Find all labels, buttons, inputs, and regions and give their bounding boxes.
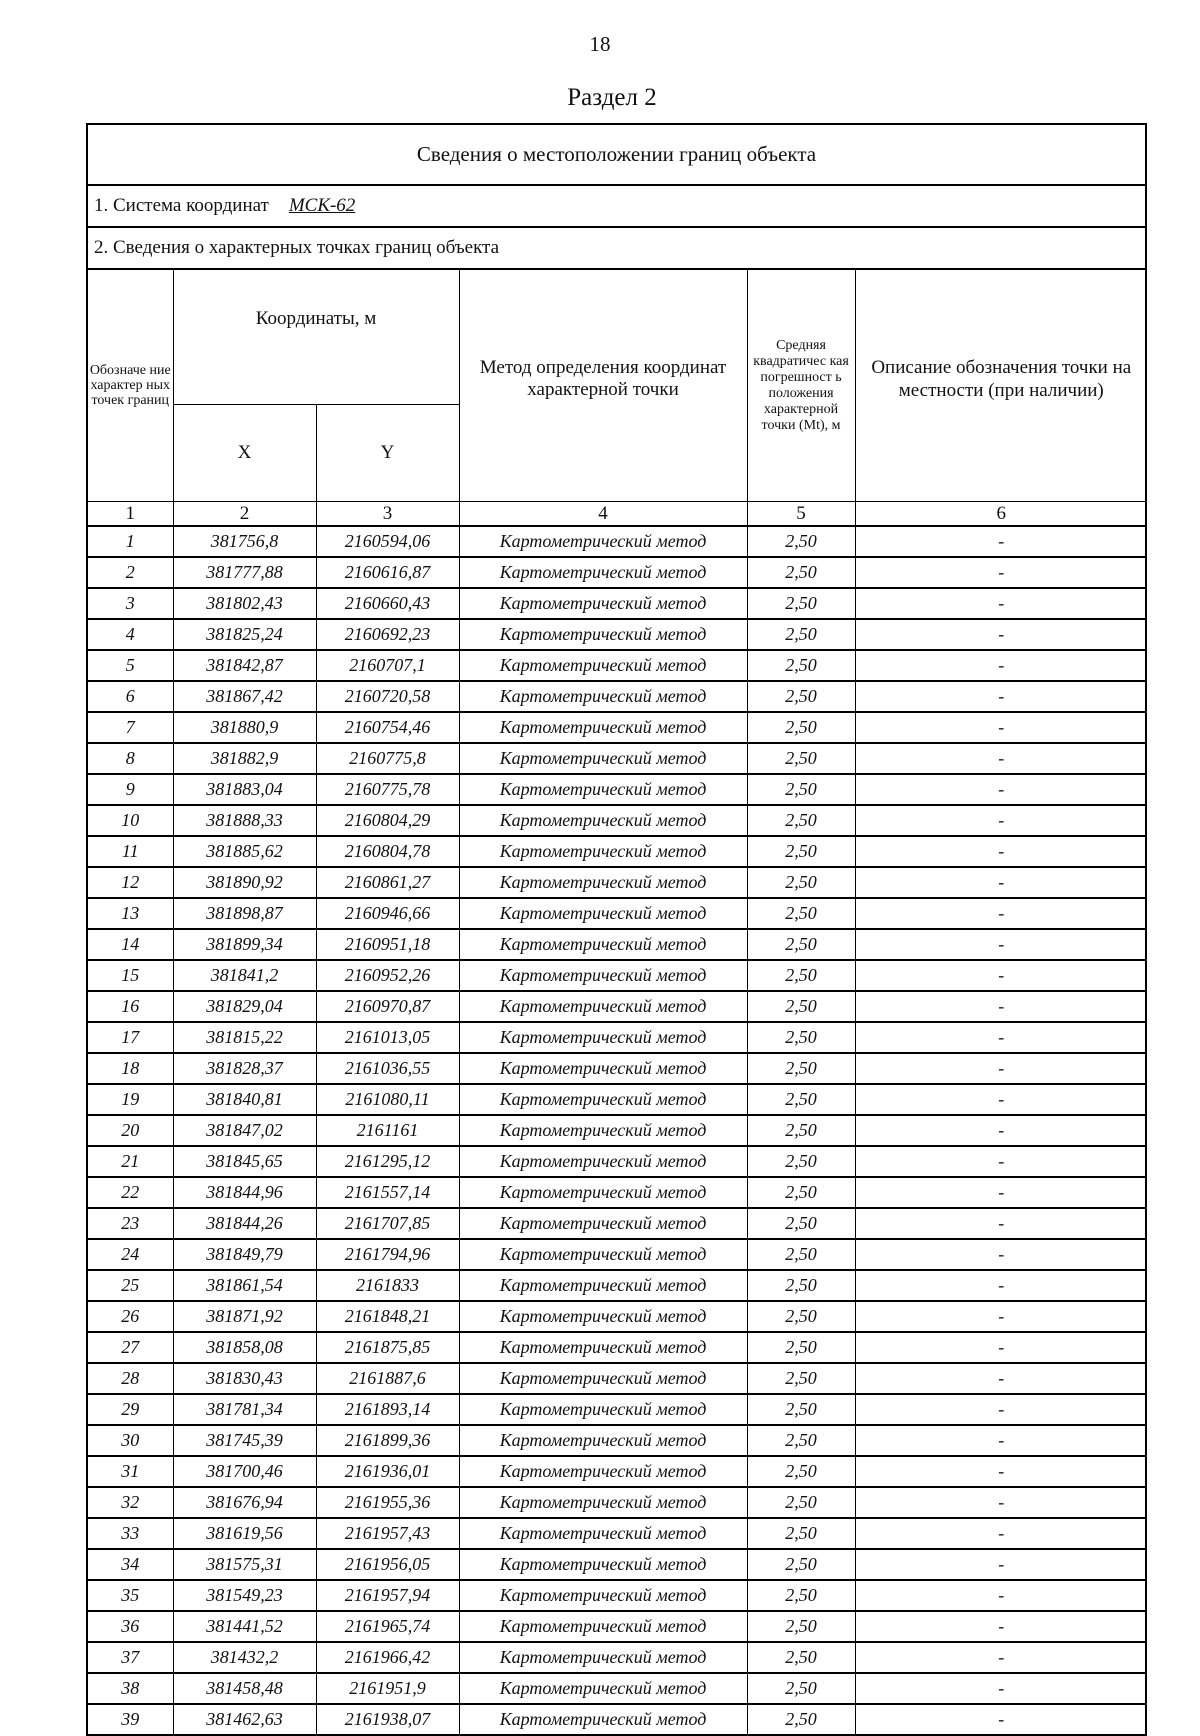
header-method: Метод определения координат характерной точки [459,270,747,502]
cell-error: 2,50 [747,1239,855,1270]
cell-error: 2,50 [747,929,855,960]
table-row [88,1425,1147,1456]
cell-description: - [855,1673,1147,1704]
table-row [88,526,1147,557]
cell-description: - [855,557,1147,588]
cell-error: 2,50 [747,619,855,650]
cell-point-number: 16 [88,991,173,1022]
header-coordinates: Координаты, м [173,270,459,405]
table-row [88,1208,1147,1239]
coordinate-system-value: МСК-62 [288,195,356,216]
cell-error: 2,50 [747,1580,855,1611]
table-row [88,1146,1147,1177]
cell-error: 2,50 [747,960,855,991]
cell-method: Картометрический метод [459,1301,747,1332]
cell-error: 2,50 [747,898,855,929]
cell-point-number: 11 [88,836,173,867]
table-row [88,836,1147,867]
table-row [88,1270,1147,1301]
cell-x: 381849,79 [173,1239,316,1270]
table-row [88,1115,1147,1146]
cell-method: Картометрический метод [459,1549,747,1580]
cell-description: - [855,1549,1147,1580]
section-title: Раздел 2 [567,84,657,111]
cell-description: - [855,650,1147,681]
table-row [88,867,1147,898]
table-row [88,557,1147,588]
cell-method: Картометрический метод [459,1580,747,1611]
cell-x: 381575,31 [173,1549,316,1580]
cell-method: Картометрический метод [459,1146,747,1177]
table-header-row [88,270,1147,405]
cell-method: Картометрический метод [459,1084,747,1115]
cell-y: 2161966,42 [316,1642,459,1673]
cell-point-number: 2 [88,557,173,588]
cell-description: - [855,1301,1147,1332]
cell-method: Картометрический метод [459,1673,747,1704]
cell-description: - [855,1146,1147,1177]
cell-y: 2161956,05 [316,1549,459,1580]
cell-x: 381885,62 [173,836,316,867]
cell-method: Картометрический метод [459,929,747,960]
cell-point-number: 9 [88,774,173,805]
cell-x: 381845,65 [173,1146,316,1177]
cell-y: 2160861,27 [316,867,459,898]
cell-y: 2160692,23 [316,619,459,650]
cell-y: 2161794,96 [316,1239,459,1270]
cell-description: - [855,1053,1147,1084]
cell-description: - [855,867,1147,898]
cell-description: - [855,929,1147,960]
column-number-row [88,502,1147,527]
cell-description: - [855,681,1147,712]
cell-method: Картометрический метод [459,991,747,1022]
cell-point-number: 3 [88,588,173,619]
cell-method: Картометрический метод [459,898,747,929]
cell-x: 381898,87 [173,898,316,929]
cell-error: 2,50 [747,557,855,588]
cell-point-number: 19 [88,1084,173,1115]
cell-method: Картометрический метод [459,1487,747,1518]
cell-description: - [855,1642,1147,1673]
cell-x: 381756,8 [173,526,316,557]
cell-point-number: 13 [88,898,173,929]
cell-y: 2161833 [316,1270,459,1301]
cell-y: 2161887,6 [316,1363,459,1394]
cell-point-number: 39 [88,1704,173,1734]
cell-point-number: 4 [88,619,173,650]
cell-y: 2160707,1 [316,650,459,681]
cell-description: - [855,836,1147,867]
cell-error: 2,50 [747,1084,855,1115]
table-row [88,1642,1147,1673]
cell-method: Картометрический метод [459,836,747,867]
cell-method: Картометрический метод [459,1363,747,1394]
table-row [88,588,1147,619]
cell-y: 2161951,9 [316,1673,459,1704]
cell-y: 2161899,36 [316,1425,459,1456]
cell-error: 2,50 [747,1425,855,1456]
cell-description: - [855,1487,1147,1518]
cell-x: 381842,87 [173,650,316,681]
cell-x: 381549,23 [173,1580,316,1611]
cell-description: - [855,1363,1147,1394]
cell-description: - [855,1270,1147,1301]
cell-point-number: 1 [88,526,173,557]
cell-point-number: 30 [88,1425,173,1456]
boundary-table-frame [86,123,1147,1736]
cell-x: 381880,9 [173,712,316,743]
cell-point-number: 23 [88,1208,173,1239]
cell-method: Картометрический метод [459,1518,747,1549]
cell-y: 2161957,94 [316,1580,459,1611]
cell-x: 381828,37 [173,1053,316,1084]
cell-error: 2,50 [747,991,855,1022]
header-designation: Обозначе ние характер ных точек границ [88,270,173,502]
cell-method: Картометрический метод [459,588,747,619]
cell-x: 381815,22 [173,1022,316,1053]
cell-x: 381882,9 [173,743,316,774]
cell-y: 2161036,55 [316,1053,459,1084]
table-row [88,1456,1147,1487]
table-row [88,1363,1147,1394]
cell-error: 2,50 [747,1456,855,1487]
table-row [88,1301,1147,1332]
table-row [88,1022,1147,1053]
cell-method: Картометрический метод [459,743,747,774]
cell-description: - [855,712,1147,743]
header-description: Описание обозначения точки на местности (при наличии) [855,270,1147,502]
cell-description: - [855,1084,1147,1115]
cell-method: Картометрический метод [459,774,747,805]
cell-x: 381861,54 [173,1270,316,1301]
cell-method: Картометрический метод [459,712,747,743]
column-number: 2 [173,502,316,527]
cell-method: Картометрический метод [459,1456,747,1487]
cell-description: - [855,898,1147,929]
cell-point-number: 10 [88,805,173,836]
cell-x: 381830,43 [173,1363,316,1394]
cell-error: 2,50 [747,681,855,712]
cell-y: 2161707,85 [316,1208,459,1239]
points-table [88,270,1147,1734]
points-section-label: 2. Сведения о характерных точках границ объекта [88,228,1145,270]
cell-description: - [855,1022,1147,1053]
table-row [88,1580,1147,1611]
cell-description: - [855,1704,1147,1734]
table-row [88,1487,1147,1518]
cell-error: 2,50 [747,1487,855,1518]
cell-point-number: 26 [88,1301,173,1332]
cell-point-number: 21 [88,1146,173,1177]
cell-description: - [855,1177,1147,1208]
cell-error: 2,50 [747,1332,855,1363]
cell-point-number: 18 [88,1053,173,1084]
cell-method: Картометрический метод [459,805,747,836]
cell-description: - [855,960,1147,991]
cell-error: 2,50 [747,1704,855,1734]
cell-point-number: 34 [88,1549,173,1580]
cell-point-number: 29 [88,1394,173,1425]
cell-point-number: 8 [88,743,173,774]
cell-x: 381844,26 [173,1208,316,1239]
cell-point-number: 12 [88,867,173,898]
column-number: 4 [459,502,747,527]
cell-x: 381441,52 [173,1611,316,1642]
cell-description: - [855,1394,1147,1425]
cell-method: Картометрический метод [459,1022,747,1053]
cell-error: 2,50 [747,1115,855,1146]
table-row [88,1394,1147,1425]
cell-point-number: 33 [88,1518,173,1549]
cell-error: 2,50 [747,1394,855,1425]
cell-point-number: 20 [88,1115,173,1146]
coordinate-system-label: 1. Система координат [94,195,269,216]
table-row [88,1673,1147,1704]
cell-point-number: 17 [88,1022,173,1053]
cell-y: 2161965,74 [316,1611,459,1642]
table-row [88,898,1147,929]
table-row [88,929,1147,960]
table-row [88,1332,1147,1363]
cell-error: 2,50 [747,1673,855,1704]
cell-x: 381883,04 [173,774,316,805]
cell-point-number: 6 [88,681,173,712]
cell-y: 2161938,07 [316,1704,459,1734]
cell-description: - [855,1580,1147,1611]
table-row [88,1177,1147,1208]
table-row [88,805,1147,836]
cell-method: Картометрический метод [459,867,747,898]
cell-method: Картометрический метод [459,1115,747,1146]
cell-y: 2161295,12 [316,1146,459,1177]
cell-point-number: 24 [88,1239,173,1270]
cell-point-number: 22 [88,1177,173,1208]
cell-y: 2160946,66 [316,898,459,929]
cell-y: 2160951,18 [316,929,459,960]
cell-x: 381676,94 [173,1487,316,1518]
cell-method: Картометрический метод [459,557,747,588]
cell-description: - [855,1115,1147,1146]
cell-error: 2,50 [747,526,855,557]
cell-error: 2,50 [747,1146,855,1177]
cell-y: 2161936,01 [316,1456,459,1487]
cell-method: Картометрический метод [459,1177,747,1208]
cell-point-number: 7 [88,712,173,743]
cell-x: 381899,34 [173,929,316,960]
column-number: 6 [855,502,1147,527]
cell-y: 2161893,14 [316,1394,459,1425]
cell-error: 2,50 [747,1053,855,1084]
cell-x: 381619,56 [173,1518,316,1549]
cell-description: - [855,1425,1147,1456]
cell-description: - [855,743,1147,774]
table-row [88,1549,1147,1580]
cell-y: 2161161 [316,1115,459,1146]
cell-description: - [855,526,1147,557]
cell-method: Картометрический метод [459,1394,747,1425]
cell-error: 2,50 [747,1611,855,1642]
table-row [88,991,1147,1022]
cell-method: Картометрический метод [459,1704,747,1734]
cell-y: 2160594,06 [316,526,459,557]
cell-x: 381871,92 [173,1301,316,1332]
table-row [88,1704,1147,1734]
cell-method: Картометрический метод [459,1642,747,1673]
table-row [88,681,1147,712]
cell-point-number: 37 [88,1642,173,1673]
cell-y: 2160775,8 [316,743,459,774]
cell-method: Картометрический метод [459,1332,747,1363]
cell-description: - [855,1332,1147,1363]
header-x: X [173,405,316,502]
cell-y: 2161955,36 [316,1487,459,1518]
cell-method: Картометрический метод [459,1270,747,1301]
cell-method: Картометрический метод [459,1611,747,1642]
cell-method: Картометрический метод [459,650,747,681]
cell-method: Картометрический метод [459,526,747,557]
cell-point-number: 35 [88,1580,173,1611]
cell-error: 2,50 [747,1642,855,1673]
cell-error: 2,50 [747,650,855,681]
cell-description: - [855,588,1147,619]
cell-point-number: 25 [88,1270,173,1301]
table-row [88,1518,1147,1549]
table-row [88,1611,1147,1642]
cell-x: 381458,48 [173,1673,316,1704]
cell-x: 381432,2 [173,1642,316,1673]
cell-x: 381745,39 [173,1425,316,1456]
table-row [88,619,1147,650]
cell-error: 2,50 [747,712,855,743]
cell-y: 2161875,85 [316,1332,459,1363]
cell-y: 2160616,87 [316,557,459,588]
cell-description: - [855,991,1147,1022]
cell-error: 2,50 [747,805,855,836]
cell-method: Картометрический метод [459,1053,747,1084]
cell-x: 381781,34 [173,1394,316,1425]
cell-description: - [855,1518,1147,1549]
cell-point-number: 31 [88,1456,173,1487]
cell-error: 2,50 [747,1518,855,1549]
cell-error: 2,50 [747,1022,855,1053]
cell-error: 2,50 [747,1301,855,1332]
cell-y: 2160660,43 [316,588,459,619]
cell-description: - [855,1456,1147,1487]
cell-description: - [855,619,1147,650]
cell-method: Картометрический метод [459,1425,747,1456]
cell-y: 2160720,58 [316,681,459,712]
cell-y: 2161080,11 [316,1084,459,1115]
cell-error: 2,50 [747,1270,855,1301]
cell-point-number: 15 [88,960,173,991]
cell-error: 2,50 [747,836,855,867]
table-row [88,650,1147,681]
column-number: 1 [88,502,173,527]
header-error: Средняя квадратичес кая погрешност ь положения характерной точки (Mt), м [747,270,855,502]
cell-y: 2160952,26 [316,960,459,991]
header-y: Y [316,405,459,502]
cell-y: 2160804,78 [316,836,459,867]
cell-y: 2160775,78 [316,774,459,805]
cell-point-number: 32 [88,1487,173,1518]
cell-method: Картометрический метод [459,960,747,991]
cell-y: 2160970,87 [316,991,459,1022]
cell-x: 381777,88 [173,557,316,588]
cell-error: 2,50 [747,1549,855,1580]
cell-x: 381890,92 [173,867,316,898]
cell-x: 381829,04 [173,991,316,1022]
column-number: 5 [747,502,855,527]
cell-y: 2161957,43 [316,1518,459,1549]
table-row [88,1084,1147,1115]
cell-y: 2161013,05 [316,1022,459,1053]
cell-method: Картометрический метод [459,1208,747,1239]
page-number: 18 [589,32,611,56]
cell-method: Картометрический метод [459,681,747,712]
cell-error: 2,50 [747,867,855,898]
cell-x: 381888,33 [173,805,316,836]
table-row [88,712,1147,743]
cell-x: 381858,08 [173,1332,316,1363]
cell-method: Картометрический метод [459,619,747,650]
cell-point-number: 5 [88,650,173,681]
cell-y: 2160804,29 [316,805,459,836]
cell-error: 2,50 [747,588,855,619]
cell-method: Картометрический метод [459,1239,747,1270]
cell-x: 381867,42 [173,681,316,712]
cell-point-number: 38 [88,1673,173,1704]
cell-error: 2,50 [747,774,855,805]
cell-x: 381462,63 [173,1704,316,1734]
table-row [88,1239,1147,1270]
cell-x: 381802,43 [173,588,316,619]
cell-description: - [855,774,1147,805]
cell-point-number: 28 [88,1363,173,1394]
cell-error: 2,50 [747,1363,855,1394]
table-row [88,743,1147,774]
cell-x: 381700,46 [173,1456,316,1487]
cell-error: 2,50 [747,1177,855,1208]
cell-point-number: 14 [88,929,173,960]
coordinate-system-row [88,186,1145,228]
cell-error: 2,50 [747,743,855,774]
cell-description: - [855,805,1147,836]
cell-x: 381825,24 [173,619,316,650]
cell-y: 2160754,46 [316,712,459,743]
table-row [88,774,1147,805]
cell-x: 381847,02 [173,1115,316,1146]
cell-y: 2161557,14 [316,1177,459,1208]
cell-point-number: 27 [88,1332,173,1363]
cell-description: - [855,1239,1147,1270]
cell-y: 2161848,21 [316,1301,459,1332]
cell-description: - [855,1208,1147,1239]
cell-point-number: 36 [88,1611,173,1642]
table-title: Сведения о местоположении границ объекта [88,125,1145,186]
cell-description: - [855,1611,1147,1642]
cell-error: 2,50 [747,1208,855,1239]
table-row [88,960,1147,991]
cell-x: 381841,2 [173,960,316,991]
column-number: 3 [316,502,459,527]
table-row [88,1053,1147,1084]
cell-x: 381840,81 [173,1084,316,1115]
cell-x: 381844,96 [173,1177,316,1208]
